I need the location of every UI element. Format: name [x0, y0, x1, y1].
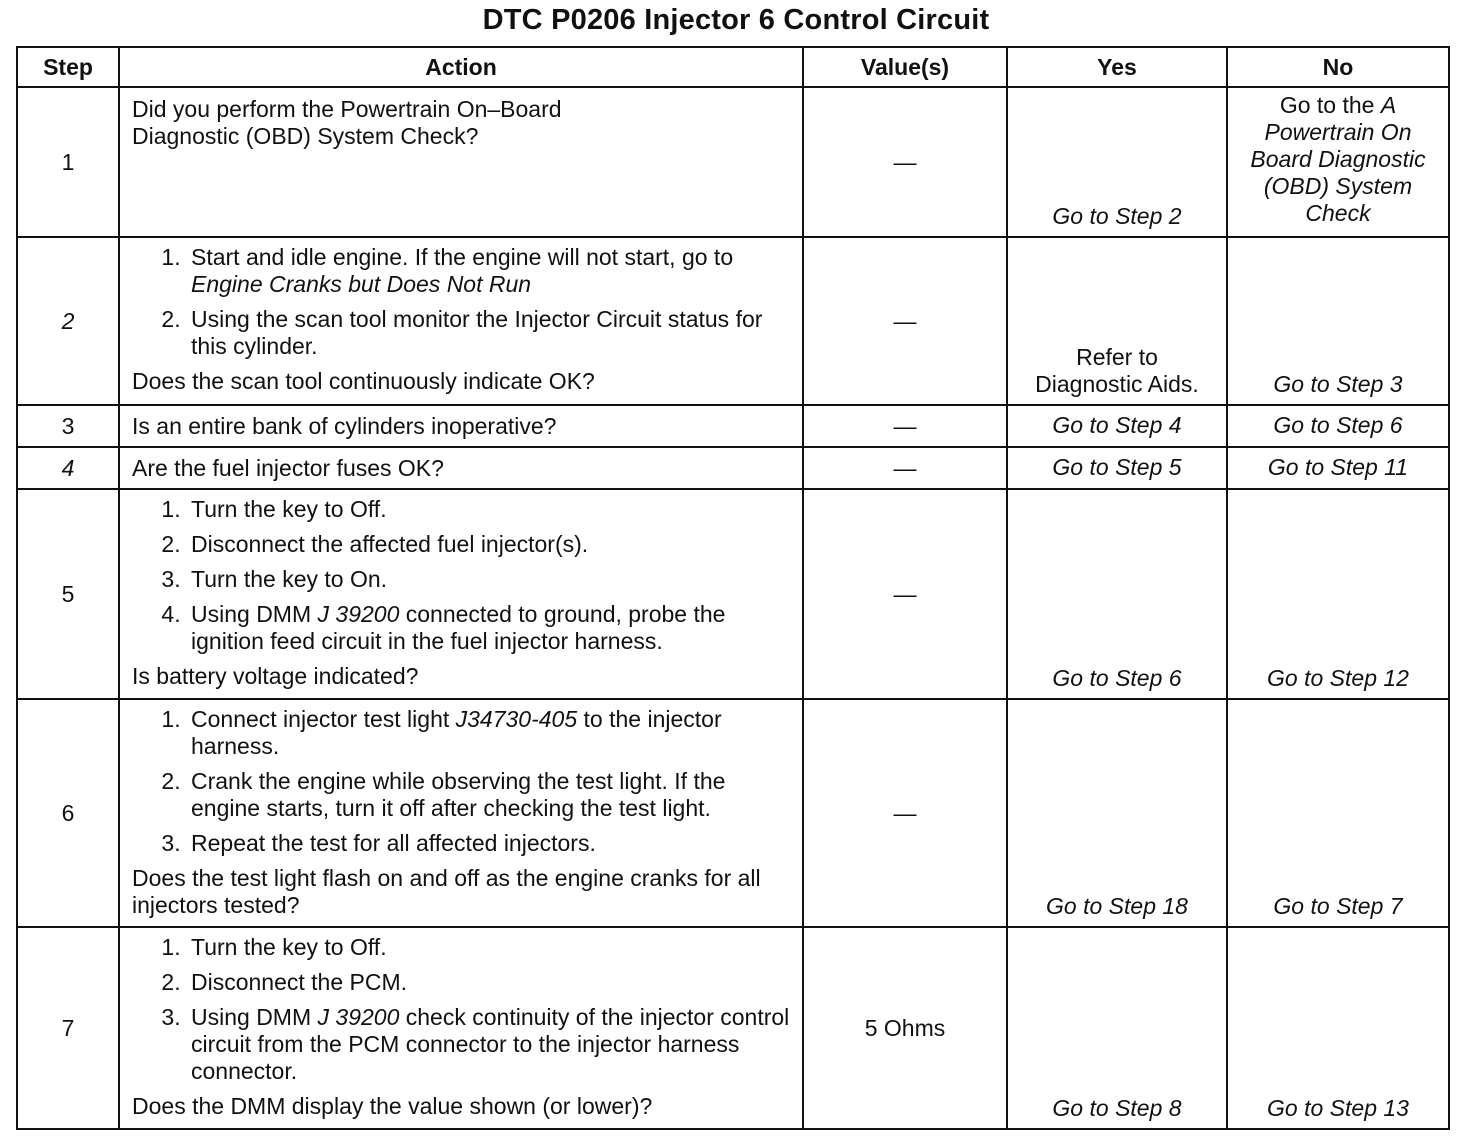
- yes-text: Refer to Diagnostic Aids.: [1035, 344, 1199, 397]
- step-number: 3: [17, 405, 119, 447]
- tool-reference: J 39200: [317, 601, 400, 627]
- step-number: 2: [17, 237, 119, 405]
- action-step-text: Connect injector test light: [191, 706, 456, 732]
- table-row: [17, 699, 1449, 927]
- step-number: 1: [17, 87, 119, 237]
- value-cell: —: [803, 237, 1007, 405]
- step-number: 7: [17, 927, 119, 1129]
- no-cell: Go to Step 6: [1227, 405, 1449, 447]
- value-cell: —: [803, 489, 1007, 699]
- header-action: Action: [119, 47, 803, 87]
- no-prefix: Go to the: [1279, 92, 1381, 118]
- action-question: Does the DMM display the value shown (or lower)?: [132, 1093, 653, 1119]
- action-step-item: 2. Disconnect the affected fuel injector(s).: [187, 531, 792, 558]
- header-yes: Yes: [1007, 47, 1227, 87]
- action-step-item: [187, 244, 792, 298]
- header-no: No: [1227, 47, 1449, 87]
- value-cell: 5 Ohms: [803, 927, 1007, 1129]
- action-step-text: Using DMM: [191, 1004, 318, 1030]
- action-cell: [119, 489, 803, 699]
- no-cell: Go to Step 11: [1227, 447, 1449, 489]
- value-cell: —: [803, 405, 1007, 447]
- no-cell: Go to Step 13: [1227, 927, 1449, 1129]
- table-row: [17, 405, 1449, 447]
- table-row: [17, 87, 1449, 237]
- action-question: Does the scan tool continuously indicate OK?: [132, 368, 595, 394]
- action-cell: [119, 87, 803, 237]
- action-step-item: [187, 1004, 792, 1085]
- no-reference: A Powertrain On Board Diagnostic (OBD) System Check: [1250, 92, 1426, 226]
- action-cell: [119, 927, 803, 1129]
- no-cell: Go to Step 12: [1227, 489, 1449, 699]
- yes-cell: [1007, 237, 1227, 405]
- action-step-item: 3. Turn the key to On.: [187, 566, 792, 593]
- header-value: Value(s): [803, 47, 1007, 87]
- action-step-item: 2. Disconnect the PCM.: [187, 969, 792, 996]
- action-step-text: Start and idle engine. If the engine will not start, go to: [191, 244, 734, 270]
- table-row: [17, 927, 1449, 1129]
- action-step-item: [187, 601, 792, 655]
- action-step-text: Using DMM: [191, 601, 318, 627]
- action-step-item: 1. Turn the key to Off.: [187, 934, 792, 961]
- table-header-row: [17, 47, 1449, 87]
- action-cell: [119, 699, 803, 927]
- action-step-item: 2. Crank the engine while observing the test light. If the engine starts, turn it off after checking the test light.: [187, 768, 792, 822]
- action-step-text: connected to ground, probe the ignition feed circuit in the fuel injector harness.: [191, 601, 726, 654]
- yes-cell: Go to Step 8: [1007, 927, 1227, 1129]
- no-cell: Go to Step 3: [1227, 237, 1449, 405]
- action-cell: Are the fuel injector fuses OK?: [119, 447, 803, 489]
- value-cell: —: [803, 87, 1007, 237]
- step-number: 4: [17, 447, 119, 489]
- action-question: Did you perform the Powertrain On–Board Diagnostic (OBD) System Check?: [132, 96, 562, 149]
- action-step-item: 1. Turn the key to Off.: [187, 496, 792, 523]
- action-step-text: to the injector harness.: [191, 706, 722, 759]
- no-cell: Go to Step 7: [1227, 699, 1449, 927]
- table-row: [17, 447, 1449, 489]
- action-steps: [132, 706, 792, 857]
- action-question: Is battery voltage indicated?: [132, 663, 419, 689]
- header-step: Step: [17, 47, 119, 87]
- action-cell: Is an entire bank of cylinders inoperative?: [119, 405, 803, 447]
- yes-cell: Go to Step 2: [1007, 87, 1227, 237]
- action-step-text: check continuity of the injector control circuit from the PCM connector to the injector harness connector.: [191, 1004, 790, 1084]
- tool-reference: J34730-405: [455, 706, 578, 732]
- tool-reference: J 39200: [317, 1004, 400, 1030]
- table-row: [17, 489, 1449, 699]
- no-cell: [1227, 87, 1449, 237]
- yes-cell: Go to Step 4: [1007, 405, 1227, 447]
- action-step-item: [187, 706, 792, 760]
- action-reference: Engine Cranks but Does Not Run: [191, 271, 532, 297]
- step-number: 6: [17, 699, 119, 927]
- diagnostic-table: [16, 46, 1450, 1130]
- page-title: DTC P0206 Injector 6 Control Circuit: [482, 4, 990, 36]
- value-cell: —: [803, 699, 1007, 927]
- yes-cell: Go to Step 6: [1007, 489, 1227, 699]
- yes-cell: Go to Step 5: [1007, 447, 1227, 489]
- action-steps: [132, 244, 792, 360]
- step-number: 5: [17, 489, 119, 699]
- yes-cell: Go to Step 18: [1007, 699, 1227, 927]
- table-row: [17, 237, 1449, 405]
- action-cell: [119, 237, 803, 405]
- action-question: Does the test light flash on and off as the engine cranks for all injectors tested?: [132, 865, 761, 918]
- action-steps: [132, 934, 792, 1085]
- action-step-item: 3. Repeat the test for all affected injectors.: [187, 830, 792, 857]
- value-cell: —: [803, 447, 1007, 489]
- action-steps: [132, 496, 792, 655]
- action-step-item: 2. Using the scan tool monitor the Injector Circuit status for this cylinder.: [187, 306, 792, 360]
